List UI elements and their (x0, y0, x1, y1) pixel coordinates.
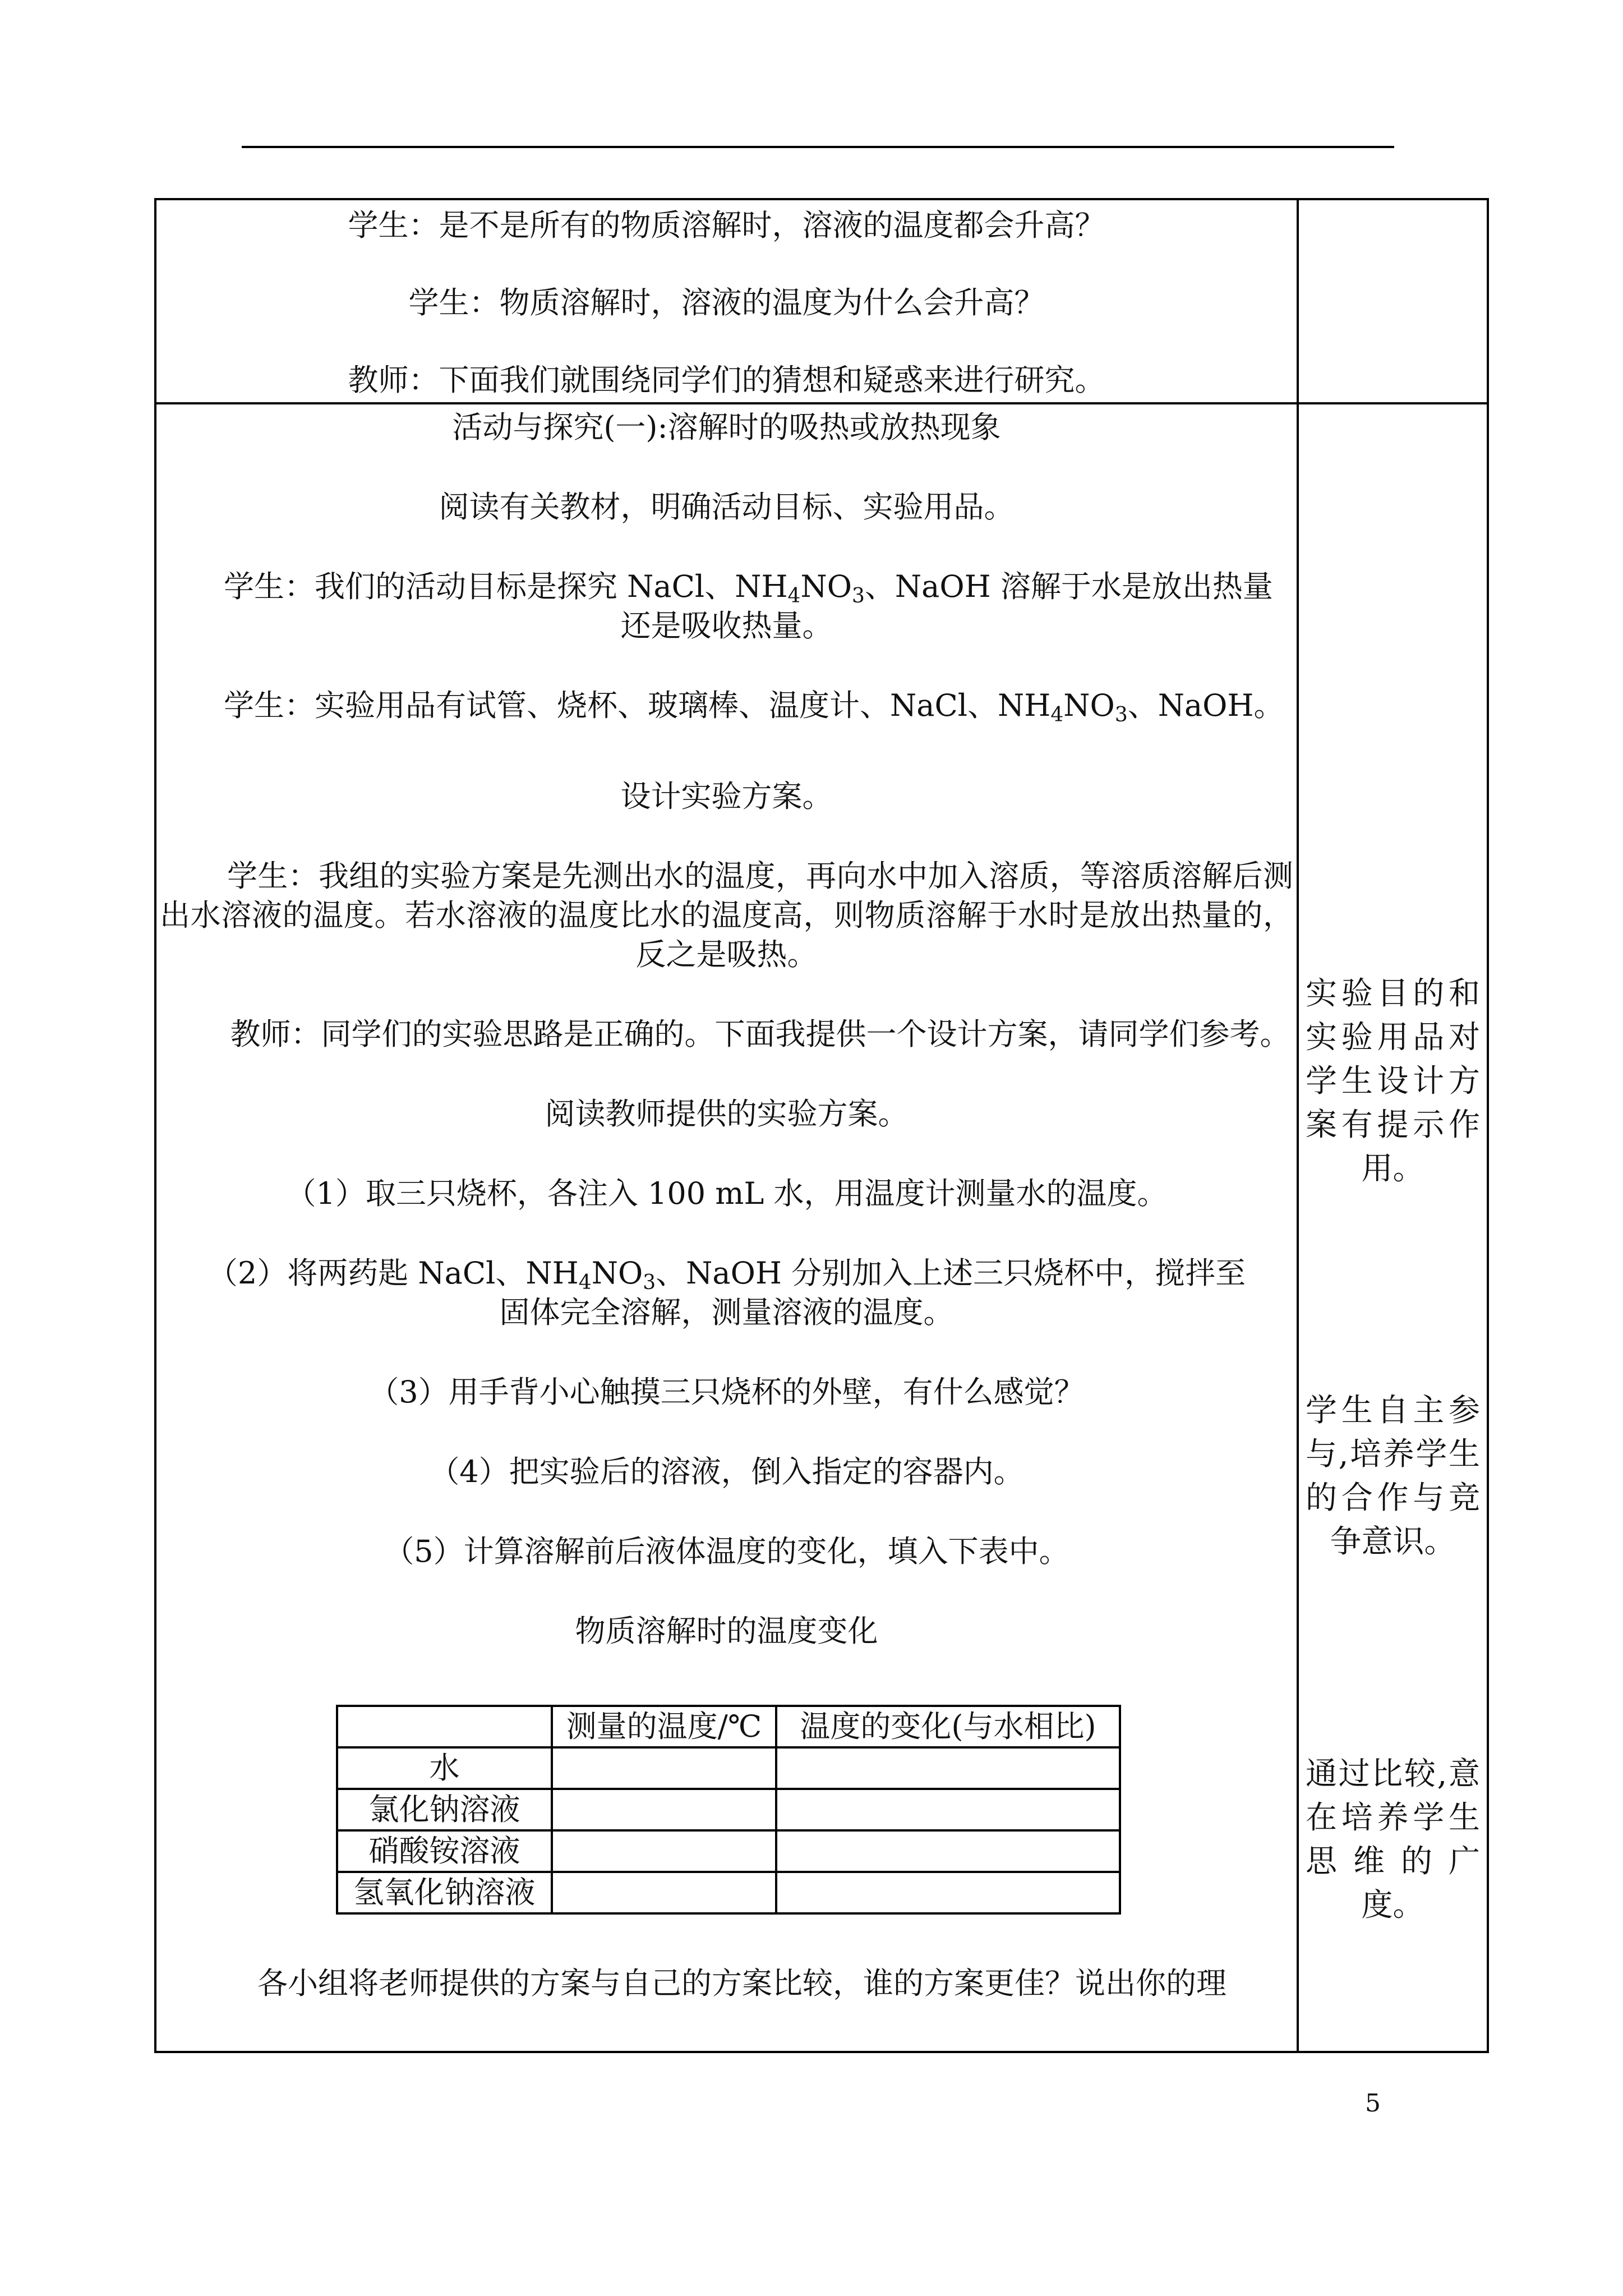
step-4: （4）把实验后的溶液，倒入指定的容器内。 (429, 1454, 1024, 1489)
lesson-table (154, 198, 1489, 2053)
table-row (337, 1747, 1120, 1789)
table-cell (552, 1830, 776, 1872)
dialogue-row (155, 199, 1488, 403)
table-row (337, 1789, 1120, 1830)
read-instruction: 阅读有关教材，明确活动目标、实验用品。 (439, 489, 1015, 524)
step-2: （2）将两药匙 NaCl、$NH_4NO_3$、NaOH 分别加入上述三只烧杯中，搅拌至 (207, 1255, 1246, 1294)
table-row (337, 1872, 1120, 1913)
table-cell (552, 1789, 776, 1830)
table-title: 物质溶解时的温度变化 (575, 1613, 878, 1649)
note-experiment-purpose: 实验目的和实验用品对学生设计方案有提示作用。 (1306, 976, 1480, 1187)
table-cell (776, 1872, 1120, 1913)
header-rule (242, 146, 1394, 148)
step-3: （3）用手背小心触摸三只烧杯的外壁，有什么感觉？ (368, 1374, 1085, 1410)
dialogue-line-1: 学生：是不是所有的物质溶解时，溶液的温度都会升高？ (348, 208, 1105, 243)
design-heading: 设计实验方案。 (620, 779, 833, 814)
table-row-label: 硝酸铵溶液 (337, 1830, 552, 1872)
activity-title: 活动与探究(一):溶解时的吸热或放热现象 (452, 409, 1001, 445)
page-number: 5 (1365, 2089, 1381, 2118)
table-row (337, 1830, 1120, 1872)
teacher-comment: 教师：同学们的实验思路是正确的。下面我提供一个设计方案，请同学们参考。 (230, 1016, 1290, 1052)
activity-cell (155, 403, 1298, 2052)
student-plan: 学生：我组的实验方案是先测出水的温度，再向水中加入溶质，等溶质溶解后测出水溶液的温度。若水溶液的温度比水的温度高，则物质溶解于水时是放出热量的，反之是吸热。 (160, 858, 1293, 972)
dialogue-cell (155, 199, 1298, 403)
note-student-participation: 学生自主参与,培养学生的合作与竞争意识。 (1306, 1392, 1480, 1560)
activity-goal: 学生：我们的活动目标是探究 NaCl、$NH_4NO_3$、NaOH 溶解于水是放出热量 (224, 569, 1273, 608)
lab-items: 学生：实验用品有试管、烧杯、玻璃棒、温度计、NaCl、$NH_4NO_3$、NaOH。 (224, 688, 1284, 726)
note-comparison: 通过比较,意在培养学生思维的广度。 (1306, 1756, 1480, 1924)
activity-notes-cell (1298, 403, 1488, 2052)
table-cell (552, 1872, 776, 1913)
table-row-label: 水 (337, 1747, 552, 1789)
table-header-row (337, 1706, 1120, 1747)
dialogue-notes-cell (1298, 199, 1488, 403)
table-row-label: 氯化钠溶液 (337, 1789, 552, 1830)
dialogue-line-2: 学生：物质溶解时，溶液的温度为什么会升高？ (408, 285, 1045, 320)
table-cell (776, 1830, 1120, 1872)
table-cell (776, 1747, 1120, 1789)
read-teacher-plan: 阅读教师提供的实验方案。 (545, 1096, 909, 1131)
dialogue-line-3: 教师：下面我们就围绕同学们的猜想和疑惑来进行研究。 (348, 362, 1105, 398)
step-5: （5）计算溶解前后液体温度的变化，填入下表中。 (384, 1534, 1069, 1569)
table-header-cell: 温度的变化(与水相比) (776, 1706, 1120, 1747)
table-cell (776, 1789, 1120, 1830)
table-row-label: 氢氧化钠溶液 (337, 1872, 552, 1913)
table-cell (552, 1747, 776, 1789)
activity-row (155, 403, 1488, 2052)
table-header-cell: 测量的温度/℃ (552, 1706, 776, 1747)
compare-prompt: 各小组将老师提供的方案与自己的方案比较，谁的方案更佳？说出你的理 (257, 1966, 1227, 2001)
activity-goal-cont: 还是吸收热量。 (620, 608, 833, 643)
table-header-cell (337, 1706, 552, 1747)
step-1: （1）取三只烧杯，各注入 100 mL 水，用温度计测量水的温度。 (285, 1176, 1168, 1211)
temperature-table (336, 1705, 1121, 1915)
step-2-cont: 固体完全溶解，测量溶液的温度。 (499, 1295, 954, 1330)
